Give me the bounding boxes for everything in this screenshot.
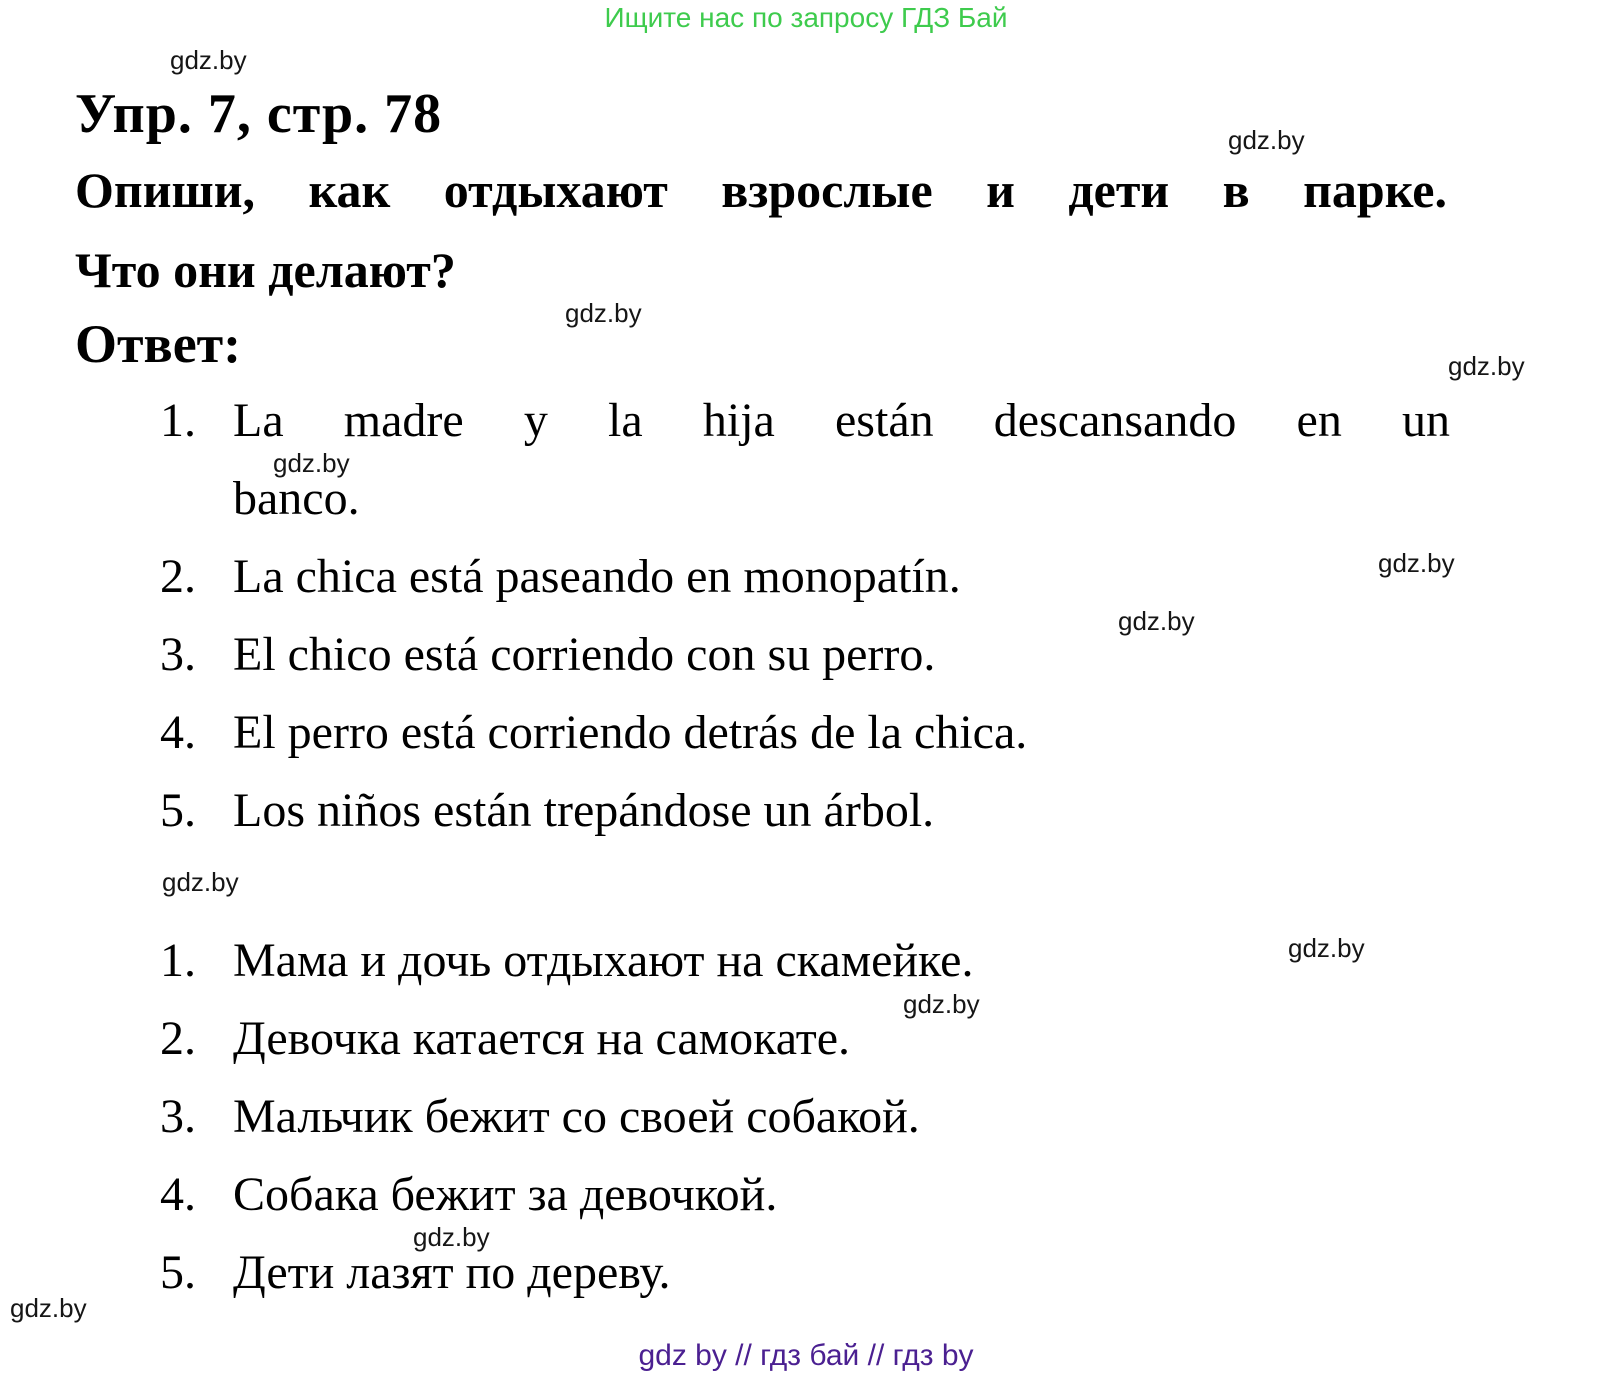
list-item-text: Девочка катается на самокате. — [233, 1012, 851, 1065]
gdz-watermark: gdz.by — [1448, 351, 1525, 381]
footer-brand-text: gdz by // гдз бай // гдз by — [638, 1339, 974, 1372]
question-line: Что они делают? — [75, 242, 456, 298]
list-item-text: Мама и дочь отдыхают на скамейке. — [233, 934, 974, 987]
list-item-number: 4. — [160, 1168, 196, 1221]
list-item — [75, 1156, 1450, 1234]
list-item-text — [233, 382, 1450, 538]
list-item — [75, 1078, 1450, 1156]
gdz-watermark: gdz.by — [1228, 125, 1305, 155]
list-item-line: La madre y la hija están descansando en un — [233, 394, 1450, 447]
list-item-number: 1. — [160, 934, 196, 987]
list-item — [75, 1234, 1450, 1312]
list-item — [75, 694, 1450, 772]
list-item-text: Дети лазят по дереву. — [233, 1246, 671, 1299]
list-item-number: 2. — [160, 1012, 196, 1065]
list-item — [75, 1000, 1450, 1078]
list-item-number: 1. — [160, 394, 196, 447]
list-item — [75, 538, 1450, 616]
gdz-watermark: gdz.by — [273, 448, 350, 478]
gdz-watermark: gdz.by — [1378, 548, 1455, 578]
list-item-text: La chica está paseando en monopatín. — [233, 550, 961, 603]
gdz-watermark: gdz.by — [162, 867, 239, 897]
list-item-line: banco. — [233, 472, 360, 525]
list-item-number: 3. — [160, 1090, 196, 1143]
gdz-watermark: gdz.by — [170, 45, 247, 75]
gdz-watermark: gdz.by — [10, 1293, 87, 1323]
list-item-text: El perro está corriendo detrás de la chica. — [233, 706, 1028, 759]
list-item-number: 4. — [160, 706, 196, 759]
gdz-watermark: gdz.by — [413, 1222, 490, 1252]
task-question — [75, 150, 1447, 310]
list-item-number: 5. — [160, 784, 196, 837]
gdz-watermark: gdz.by — [1288, 933, 1365, 963]
gdz-watermark: gdz.by — [903, 989, 980, 1019]
list-item-number: 2. — [160, 550, 196, 603]
russian-answers-list — [75, 922, 1450, 1312]
question-line: Опиши, как отдыхают взрослые и дети в парке. — [75, 162, 1447, 218]
list-item-text: Собака бежит за девочкой. — [233, 1168, 778, 1221]
list-item — [75, 772, 1450, 850]
answer-label: Ответ: — [75, 314, 242, 374]
list-item-text: Мальчик бежит со своей собакой. — [233, 1090, 920, 1143]
list-item — [75, 616, 1450, 694]
gdz-watermark: gdz.by — [565, 298, 642, 328]
promo-banner-text: Ищите нас по запросу ГДЗ Бай — [604, 2, 1008, 33]
gdz-watermark: gdz.by — [1118, 606, 1195, 636]
list-item — [75, 922, 1450, 1000]
exercise-heading: Упр. 7, стр. 78 — [75, 83, 443, 145]
list-item-number: 5. — [160, 1246, 196, 1299]
list-item-text: El chico está corriendo con su perro. — [233, 628, 936, 681]
list-item-number: 3. — [160, 628, 196, 681]
list-item-text: Los niños están trepándose un árbol. — [233, 784, 935, 837]
